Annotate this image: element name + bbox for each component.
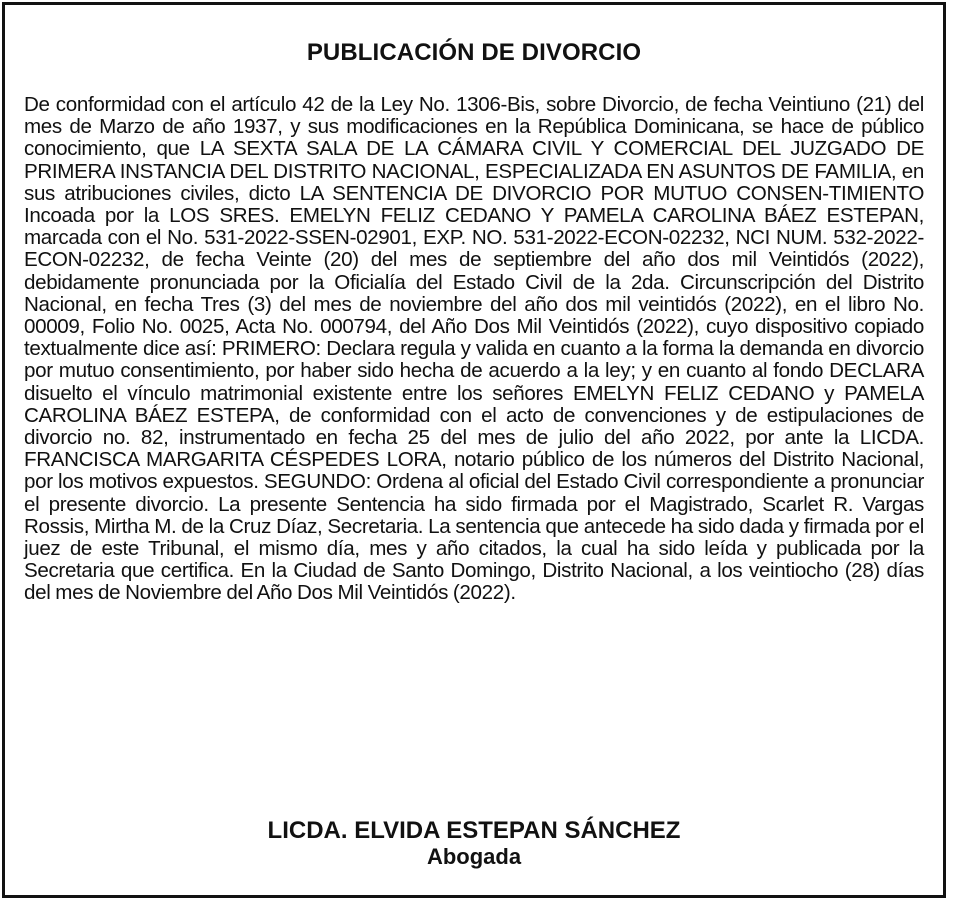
signature-name: LICDA. ELVIDA ESTEPAN SÁNCHEZ — [267, 817, 681, 844]
signature-role: Abogada — [426, 844, 522, 869]
divorce-notice — [2, 2, 946, 898]
notice-body: De conformidad con el artículo 42 de la Ley No. 1306-Bis, sobre Divorcio, de fecha Veintiuno (21) del mes de Marzo de año 1937, y sus modificaciones en la República Dominicana, se hace de público conocimiento, que LA SEXTA SALA DE LA CÁMARA CIVIL Y COMERCIAL DEL JUZGADO DE PRIMERA INSTANCIA DEL DISTRITO NACIONAL, ESPECIALIZADA EN ASUNTOS DE FAMILIA, en sus atribuciones civiles, dicto LA SENTENCIA DE DIVORCIO POR MUTUO CONSEN-TIMIENTO Incoada por la LOS SRES. EMELYN FELIZ CEDANO Y PAMELA CAROLINA BÁEZ ESTEPAN, marcada con el No. 531-2022-SSEN-02901, EXP. NO. 531-2022-ECON-02232, NCI NUM. 532-2022-ECON-02232, de fecha Veinte (20) del mes de septiembre del año dos mil Veintidós (2022), debidamente pronunciada por la Oficialía del Estado Civil de la 2da. Circunscripción del Distrito Nacional, en fecha Tres (3) del mes de noviembre del año dos mil veintidós (2022), en el libro No. 00009, Folio No. 0025, Acta No. 000794, del Año Dos Mil Veintidós (2022), cuyo dispositivo copiado textualmente dice así: PRIMERO: Declara regula y valida en cuanto a la forma la demanda en divorcio por mutuo consentimiento, por haber sido hecha de acuerdo a la ley; y en cuanto al fondo DECLARA disuelto el vínculo matrimonial existente entre los señores EMELYN FELIZ CEDANO y PAMELA CAROLINA BÁEZ ESTEPA, de conformidad con el acto de convenciones y de estipulaciones de divorcio no. 82, instrumentado en fecha 25 del mes de julio del año 2022, por ante la LICDA. FRANCISCA MARGARITA CÉSPEDES LORA, notario público de los números del Distrito Nacional, por los motivos expuestos. SEGUNDO: Ordena al oficial del Estado Civil correspondiente a pronunciar el presente divorcio. La presente Sentencia ha sido firmada por el Magistrado, Scarlet R. Vargas Rossis, Mirtha M. de la Cruz Díaz, Secretaria. La sentencia que antecede ha sido dada y firmada por el juez de este Tribunal, el mismo día, mes y año citados, la cual ha sido leída y publicada por la Secretaria que certifica. En la Ciudad de Santo Domingo, Distrito Nacional, a los veintiocho (28) días del mes de Noviembre del Año Dos Mil Veintidós (2022). — [24, 93, 924, 605]
signature-block — [5, 817, 943, 869]
notice-title: PUBLICACIÓN DE DIVORCIO — [306, 39, 642, 66]
